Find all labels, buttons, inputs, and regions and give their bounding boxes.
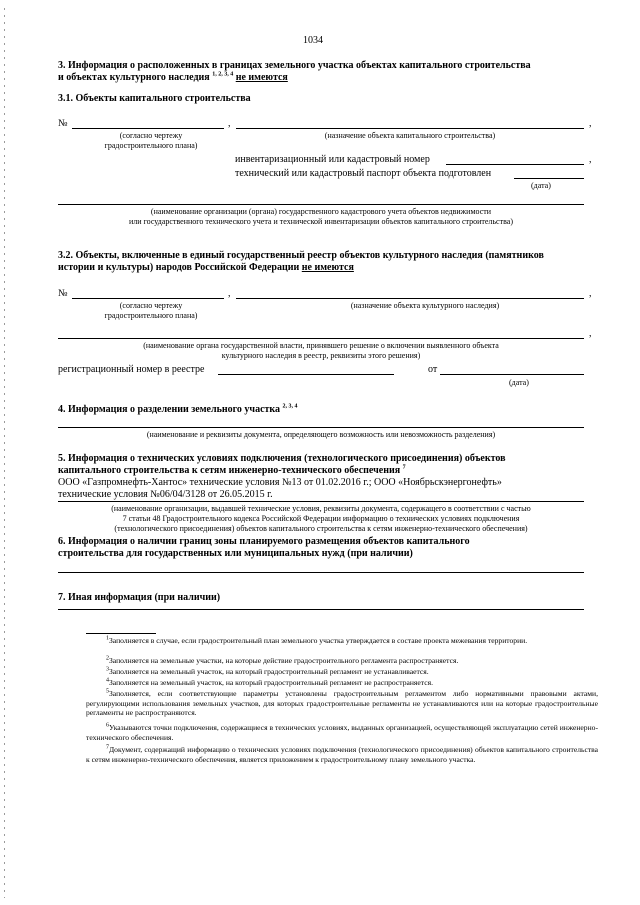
object-purpose-field[interactable] — [236, 128, 584, 129]
separator-comma: , — [228, 118, 231, 129]
footnote-2: $^2$Заполняется на земельные участки, на которые действие градостроительного регламента распространяется. — [106, 655, 459, 665]
heritage-purpose-field[interactable] — [236, 298, 584, 299]
footnote-separator — [86, 633, 156, 634]
cadastral-org-caption-line-2: или государственного технического учета и технической инвентаризации объектов капитального строительства) — [128, 217, 513, 226]
section-3-2-status: не имеются — [301, 262, 354, 273]
registry-date-field[interactable] — [440, 374, 584, 375]
separator-comma: , — [589, 288, 592, 299]
technical-conditions-value-line-2: технические условия №06/04/3128 от 26.05.2015 г. — [58, 489, 273, 500]
section-5-title-line-1: 5. Информация о технических условиях подключения (технологического присоединения) объектов — [58, 453, 506, 464]
section-3-1-title: 3.1. Объекты капитального строительства — [58, 93, 251, 104]
footnote-4: $^4$Заполняется на земельный участок, на который градостроительный регламент не распространяется. — [106, 677, 433, 687]
registry-number-label: регистрационный номер в реестре — [58, 364, 205, 375]
section-3-2-title-line-2: истории и культуры) народов Российской Федерации не имеются — [58, 262, 354, 273]
drawing-caption-line-2: градостроительного плана) — [104, 141, 198, 150]
inventory-number-field[interactable] — [446, 164, 584, 165]
authority-caption-line-2: культурного наследия в реестр, реквизиты этого решения) — [221, 351, 421, 360]
authority-field[interactable] — [58, 338, 584, 339]
technical-conditions-caption-line-2: 7 статьи 48 Градостроительного кодекса Российской Федерации информацию о технических условиях подключения — [122, 514, 520, 523]
division-document-caption: (наименование и реквизиты документа, определяющего возможность или невозможность разделения) — [146, 430, 496, 439]
object-number-field[interactable] — [72, 128, 224, 129]
heritage-purpose-caption: (назначение объекта культурного наследия) — [350, 301, 500, 310]
registry-number-field[interactable] — [218, 374, 394, 375]
passport-date-field[interactable] — [514, 178, 584, 179]
footnote-7: $^7$Документ, содержащий информацию о технических условиях подключения (технологического присоединения) объектов капитального строительства к сетям инженерно-технического обеспечения, является приложением к градостроительному плану земельного участка. — [86, 744, 598, 764]
footnote-1: $^1$Заполняется в случае, если градостроительный план земельного участка утверждается в составе проекта межевания территории. — [106, 635, 528, 645]
drawing-caption-line-1: (согласно чертежу — [119, 131, 183, 140]
separator-comma: , — [228, 288, 231, 299]
division-document-field[interactable] — [58, 427, 584, 428]
technical-conditions-value-line-1: ООО «Газпромнефть-Хантос» технические условия №13 от 01.02.2016 г.; ООО «Ноябрьскэнергонефть» — [58, 477, 502, 488]
heritage-number-label: № — [58, 288, 68, 299]
heritage-number-field[interactable] — [72, 298, 224, 299]
section-5-footnote-ref: 7 — [402, 464, 406, 471]
object-number-label: № — [58, 118, 68, 129]
section-6-title-line-1: 6. Информация о наличии границ зоны планируемого размещения объектов капитального — [58, 536, 470, 547]
scan-margin-mark — [4, 8, 5, 898]
other-info-field[interactable] — [58, 609, 584, 610]
section-3-status: не имеются — [235, 72, 288, 83]
separator-comma: , — [589, 118, 592, 129]
separator-comma: , — [589, 154, 592, 165]
section-4-title: 4. Информация о разделении земельного участка $^{2, 3, 4}$ — [58, 403, 298, 415]
heritage-drawing-caption-line-1: (согласно чертежу — [119, 301, 183, 310]
registry-date-label: от — [428, 364, 438, 375]
footnote-6: $^6$Указываются точки подключения, содержащиеся в технических условиях, выданных организацией, осуществляющей эксплуатацию сетей инженерно-технического обеспечения. — [86, 722, 598, 742]
footnote-3: $^3$Заполняется на земельный участок, на который градостроительный регламент не устанавливается. — [106, 666, 429, 676]
section-6-title-line-2: строительства для государственных или муниципальных нужд (при наличии) — [58, 548, 413, 559]
technical-conditions-caption-line-3: (технологического присоединения) объектов капитального строительства к сетям инженерно-технического обеспечения) — [114, 524, 528, 533]
heritage-drawing-caption-line-2: градостроительного плана) — [104, 311, 198, 320]
technical-conditions-field-line[interactable] — [58, 501, 584, 502]
section-3-title-line-1: 3. Информация о расположенных в границах земельного участка объектах капитального строительства — [58, 60, 531, 71]
cadastral-org-caption-line-1: (наименование организации (органа) государственного кадастрового учета объектов недвижимости — [150, 207, 492, 216]
separator-comma: , — [589, 328, 592, 339]
cadastral-org-field[interactable] — [58, 204, 584, 205]
section-3-footnote-refs: 1, 2, 3, 4 — [212, 71, 234, 78]
authority-caption-line-1: (наименование органа государственной власти, принявшего решение о включении выявленного объекта — [143, 341, 499, 350]
planned-zone-field[interactable] — [58, 572, 584, 573]
section-5-title-line-2: капитального строительства к сетям инженерно-технического обеспечения $^7$ — [58, 464, 406, 476]
section-3-2-title-line-1: 3.2. Объекты, включенные в единый государственный реестр объектов культурного наследия (памятников — [58, 250, 544, 261]
technical-conditions-caption-line-1: (наименование организации, выдавшей технические условия, реквизиты документа, содержащего в соответствии с частью — [111, 504, 531, 513]
footnote-5: $^5$Заполняется, если соответствующие параметры установлены градостроительным регламентом либо нормативными правовыми актами, регулирующими использования земельных участков, для которых градостроительные регламенты не устанавливаются или на которые градостроительные регламенты не распространяются. — [86, 688, 598, 718]
purpose-caption: (назначение объекта капитального строительства) — [324, 131, 496, 140]
date-caption: (дата) — [531, 181, 551, 190]
section-3-title-line-2: и объектах культурного наследия $^{1, 2, 3, 4}$ не имеются — [58, 71, 288, 83]
section-4-footnote-refs: 2, 3, 4 — [282, 403, 298, 410]
registry-date-caption: (дата) — [509, 378, 529, 387]
inventory-number-label: инвентаризационный или кадастровый номер — [235, 154, 430, 165]
passport-label: технический или кадастровый паспорт объекта подготовлен — [235, 168, 492, 179]
page-number: 1034 — [303, 35, 323, 46]
section-7-title: 7. Иная информация (при наличии) — [58, 592, 221, 603]
